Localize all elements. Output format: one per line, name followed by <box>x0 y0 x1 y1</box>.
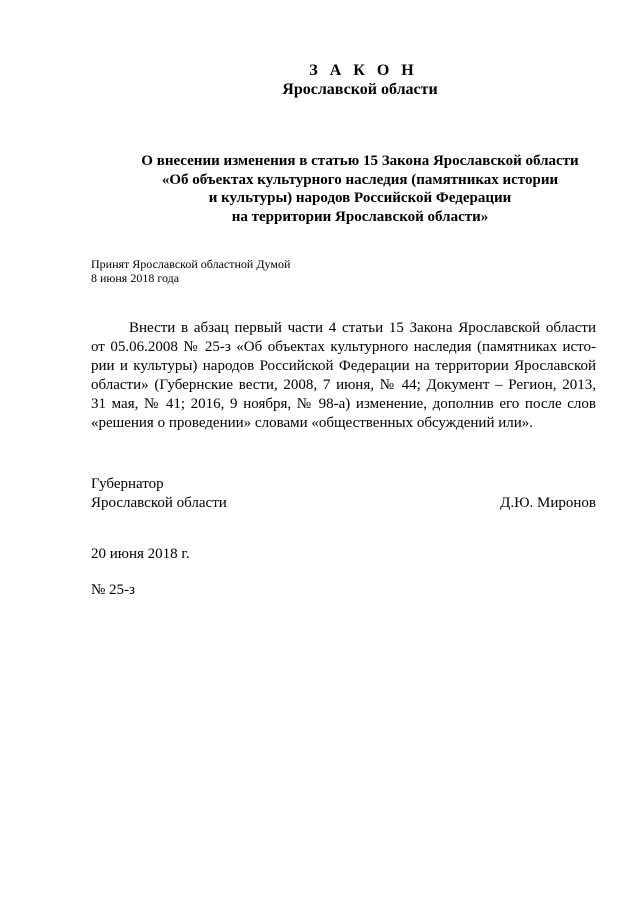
signatory-region: Ярославской области <box>91 495 227 511</box>
signing-date: 20 июня 2018 г. <box>91 546 190 562</box>
adoption-note <box>91 257 290 285</box>
adoption-body: Принят Ярославской областной Думой <box>91 257 291 271</box>
law-body-line: «решения о проведении» словами «общественных обсуждений или». <box>91 415 534 431</box>
law-subject <box>60 152 640 226</box>
law-body-line: от 05.06.2008 № 25-з «Об объектах культурного наследия (памятниках исто- <box>91 339 596 355</box>
law-body-line: рии и культуры) народов Российской Федерации на территории Ярославской <box>91 358 596 374</box>
adoption-date: 8 июня 2018 года <box>91 271 180 285</box>
law-subject-line: на территории Ярославской области» <box>231 208 489 225</box>
law-body-line: 31 мая, № 41; 2016, 9 ноября, № 98-а) изменение, дополнив его после слов <box>91 396 596 412</box>
law-body-line: Внести в абзац первый части 4 статьи 15 Закона Ярославской области <box>129 320 596 336</box>
law-subject-line: «Об объектах культурного наследия (памятниках истории <box>161 171 559 188</box>
law-subject-line: О внесении изменения в статью 15 Закона Ярославской области <box>141 153 579 169</box>
law-body-line: области» (Губернские вести, 2008, 7 июня, № 44; Документ – Регион, 2013, <box>91 377 596 393</box>
law-number: № 25-з <box>91 582 135 598</box>
law-region: Ярославской области <box>282 81 438 98</box>
signatory-name: Д.Ю. Миронов <box>500 495 596 511</box>
signatory-position: Губернатор <box>91 476 164 492</box>
law-title: З А К О Н <box>309 62 418 79</box>
law-subject-line: и культуры) народов Российской Федерации <box>208 190 512 206</box>
law-body <box>91 319 596 433</box>
signature-block <box>91 475 596 513</box>
